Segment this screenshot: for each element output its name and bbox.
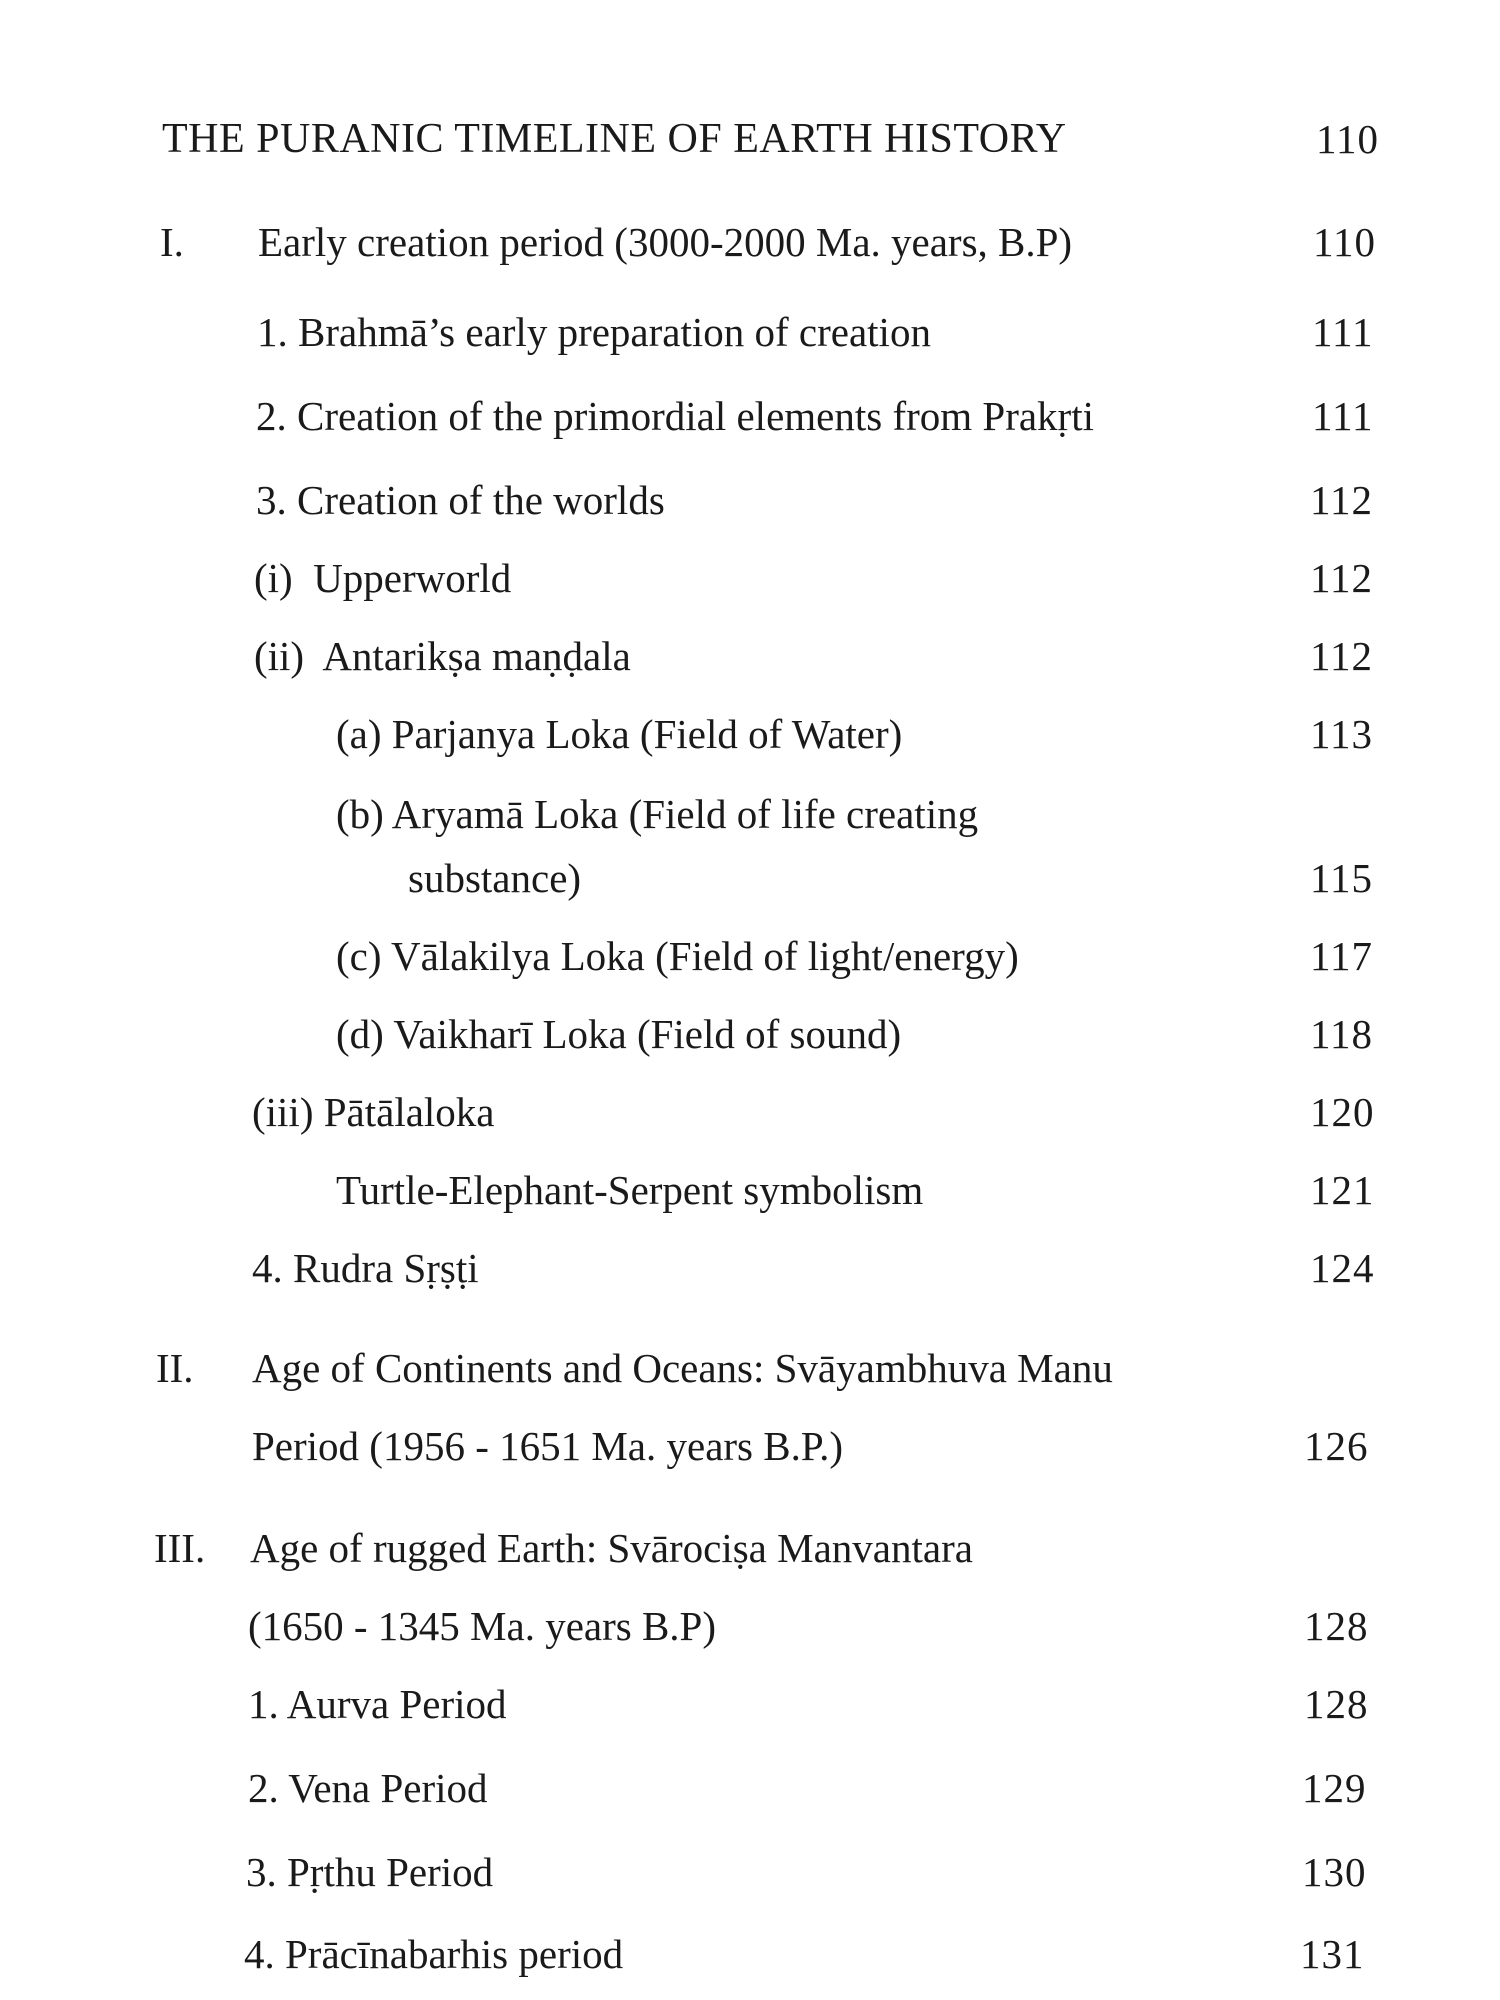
toc-entry-page: 126 (1304, 1423, 1369, 1469)
toc-entry-page: 115 (1310, 855, 1373, 901)
toc-entry-text: 4. Rudra Sṛṣṭi (252, 1245, 479, 1291)
toc-heading-title: THE PURANIC TIMELINE OF EARTH HISTORY (162, 116, 1067, 162)
toc-entry-page: 128 (1304, 1681, 1369, 1727)
toc-entry-text: 2. Vena Period (248, 1765, 488, 1811)
toc-entry-text: 2. Creation of the primordial elements from Prakṛti (256, 393, 1094, 439)
toc-entry-page: 110 (1313, 219, 1376, 265)
toc-entry-page: 118 (1310, 1011, 1373, 1057)
toc-entry-page: 120 (1310, 1089, 1375, 1135)
toc-entry-text: (i) Upperworld (254, 555, 512, 601)
toc-entry-page: 112 (1310, 477, 1373, 523)
toc-entry-continuation: Period (1956 - 1651 Ma. years B.P.) (252, 1423, 844, 1469)
toc-entry-page: 111 (1312, 309, 1374, 355)
toc-entry-continuation: (1650 - 1345 Ma. years B.P) (248, 1603, 717, 1649)
toc-entry-page: 131 (1300, 1931, 1365, 1977)
toc-entry-text: 3. Creation of the worlds (256, 477, 665, 523)
toc-entry-text: (iii) Pātālaloka (252, 1089, 495, 1135)
toc-entry-page: 117 (1310, 933, 1373, 979)
toc-entry-text: 1. Brahmā’s early preparation of creation (257, 309, 931, 355)
section-numeral: III. (154, 1525, 206, 1571)
toc-entry-text: (c) Vālakilya Loka (Field of light/energy) (336, 933, 1019, 979)
toc-entry-text: (b) Aryamā Loka (Field of life creating (336, 791, 979, 837)
toc-entry-text: Turtle-Elephant-Serpent symbolism (336, 1167, 924, 1213)
toc-entry-text: (a) Parjanya Loka (Field of Water) (336, 711, 903, 757)
toc-entry-page: 130 (1302, 1849, 1367, 1895)
toc-entry-page: 113 (1310, 711, 1373, 757)
toc-entry-page: 121 (1310, 1167, 1375, 1213)
section-numeral: I. (160, 219, 184, 265)
toc-entry-page: 111 (1312, 393, 1374, 439)
toc-entry-text: 1. Aurva Period (248, 1681, 507, 1727)
toc-entry-page: 112 (1310, 555, 1373, 601)
toc-entry-page: 124 (1310, 1245, 1375, 1291)
toc-entry-text: 4. Prācīnabarhis period (244, 1931, 624, 1977)
toc-entry-page: 112 (1310, 633, 1373, 679)
toc-entry-text: (d) Vaikharī Loka (Field of sound) (336, 1011, 902, 1057)
toc-entry-text: Early creation period (3000-2000 Ma. years, B.P) (258, 219, 1073, 265)
toc-entry-text: Age of Continents and Oceans: Svāyambhuva Manu (252, 1345, 1113, 1391)
toc-entry-continuation: substance) (408, 855, 582, 901)
toc-entry-text: (ii) Antarikṣa maṇḍala (254, 633, 631, 679)
toc-entry-page: 128 (1304, 1603, 1369, 1649)
section-numeral: II. (156, 1345, 194, 1391)
toc-entry-page: 129 (1302, 1765, 1367, 1811)
toc-heading-page: 110 (1316, 116, 1379, 162)
toc-entry-text: 3. Pṛthu Period (246, 1849, 494, 1895)
toc-entry-text: Age of rugged Earth: Svārociṣa Manvantara (250, 1525, 973, 1571)
